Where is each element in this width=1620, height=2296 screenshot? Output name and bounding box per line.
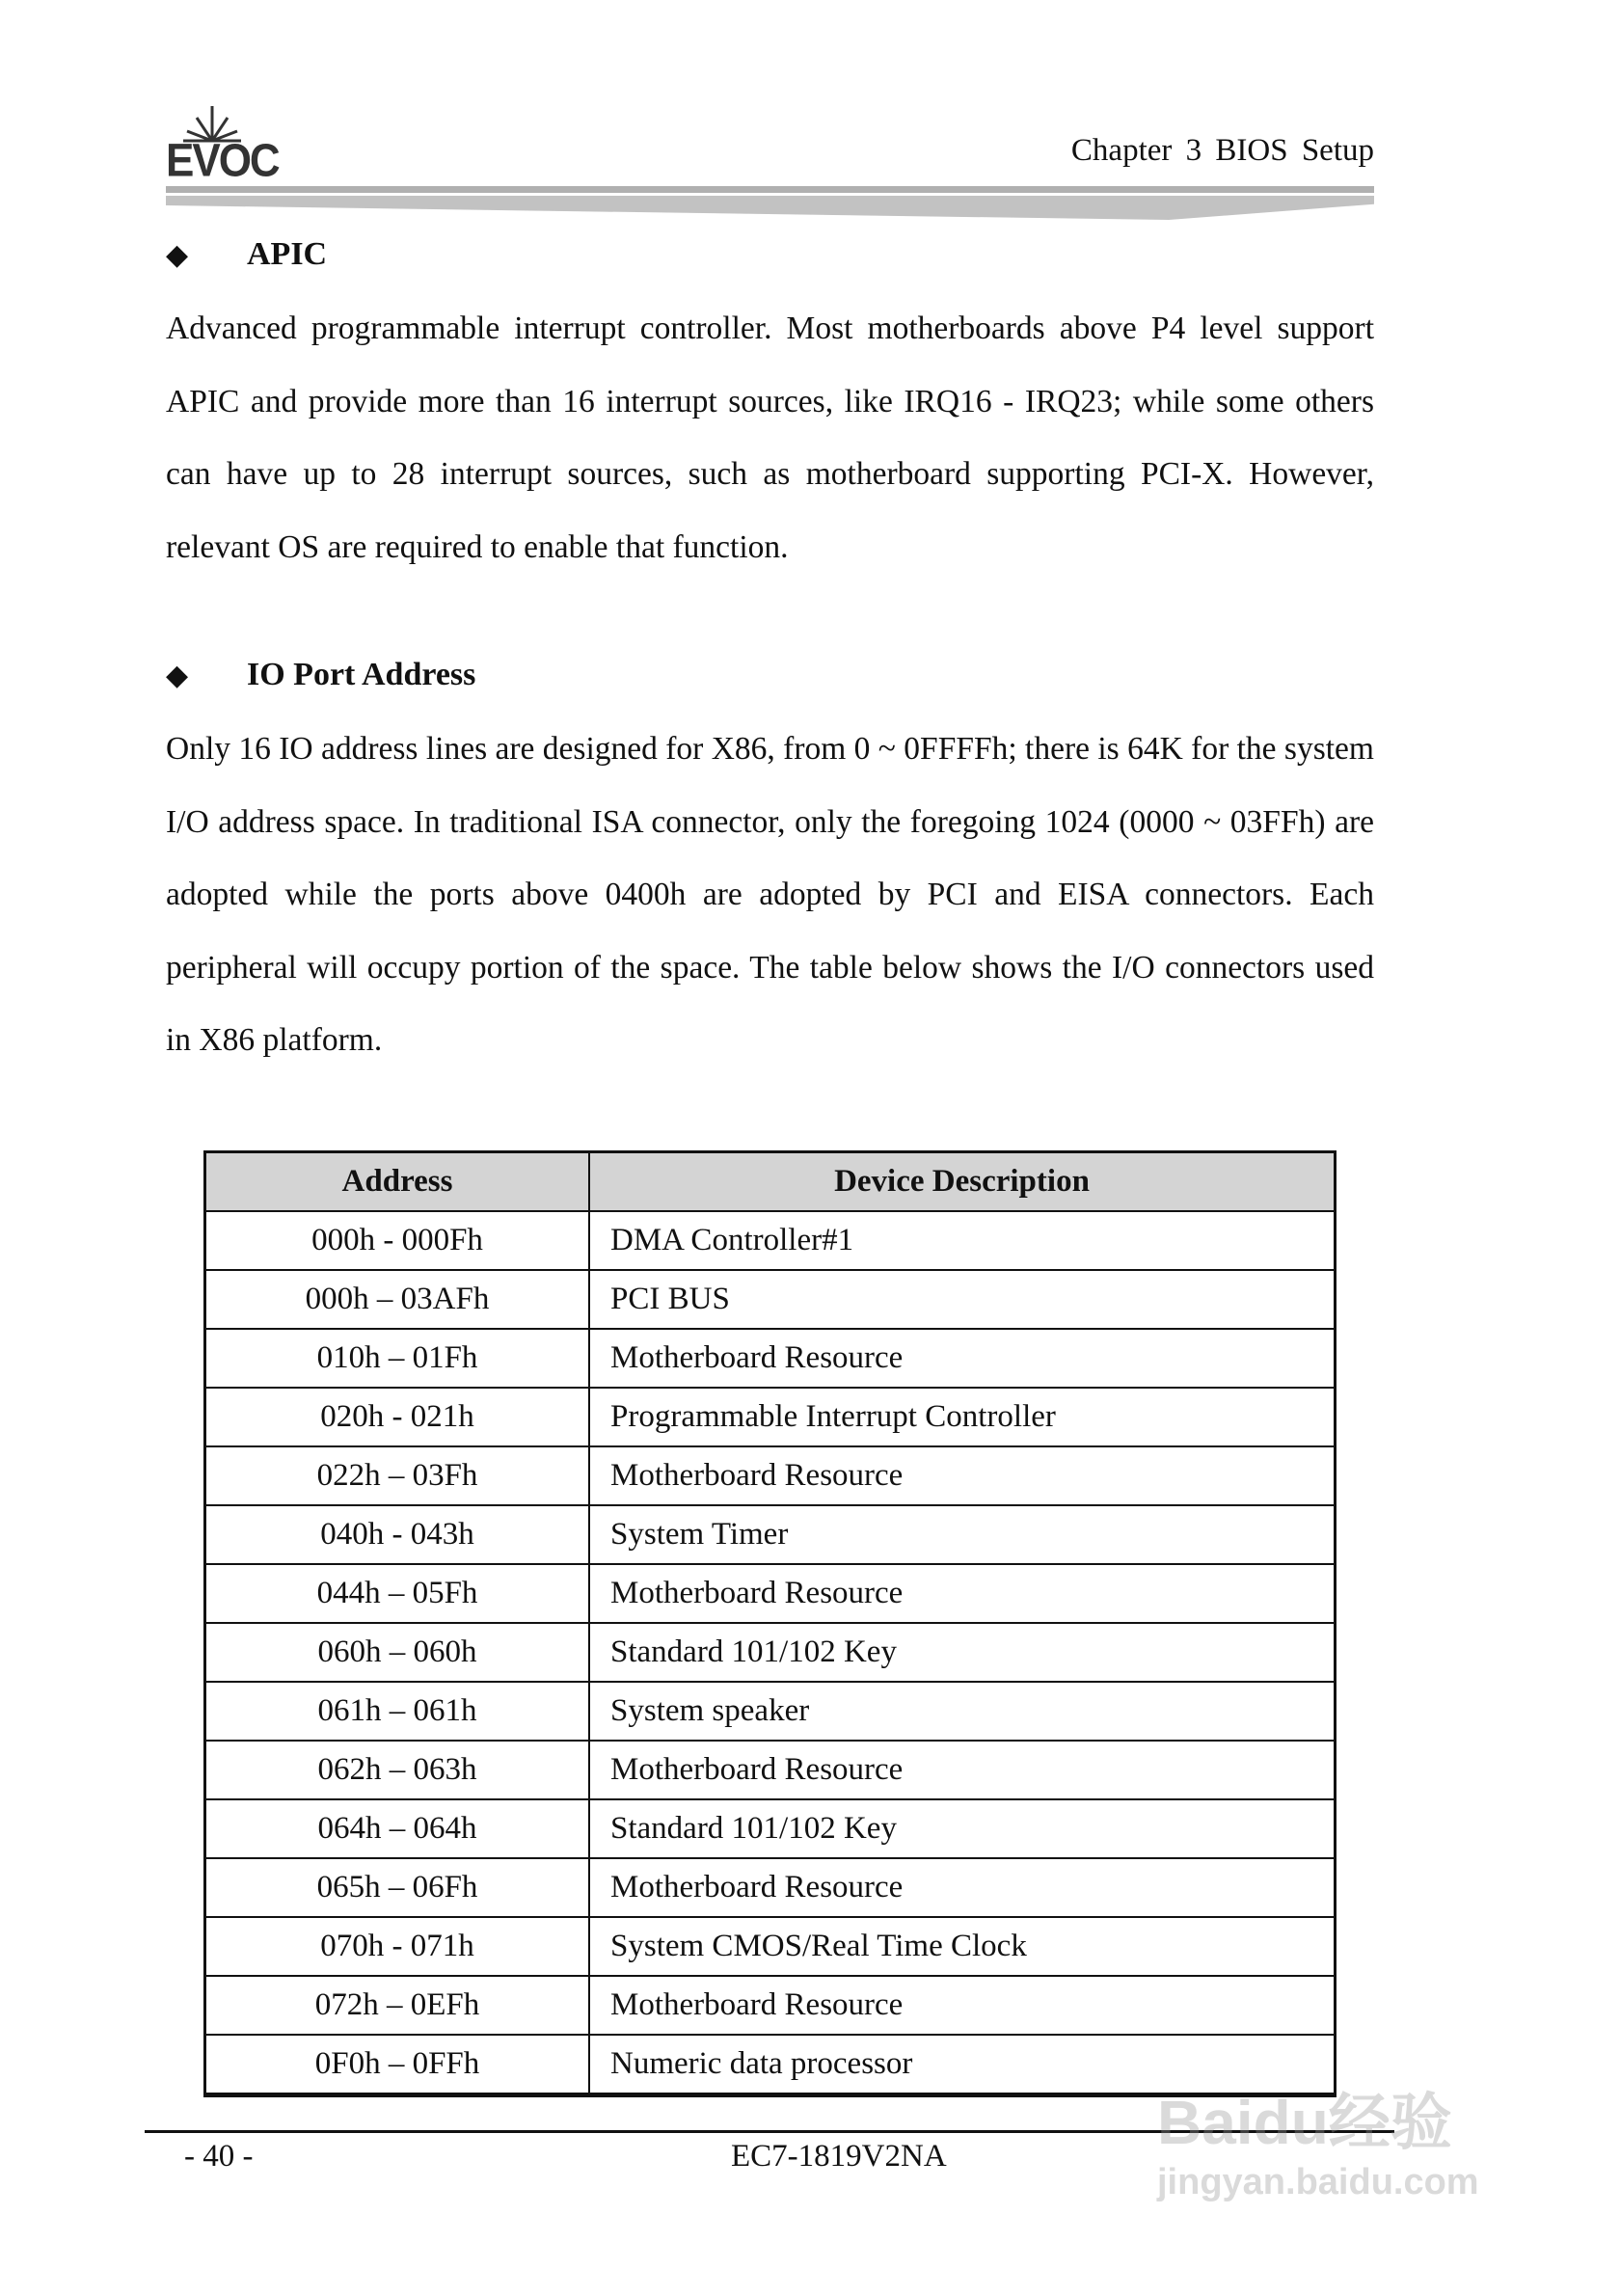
header-rule: [166, 186, 1374, 193]
address-cell: 072h – 0EFh: [205, 1976, 590, 2035]
device-description-cell: System CMOS/Real Time Clock: [589, 1917, 1336, 1976]
table-row: [205, 1682, 1336, 1741]
column-header: Device Description: [589, 1152, 1336, 1212]
device-description-cell: Motherboard Resource: [589, 1858, 1336, 1917]
device-description-cell: DMA Controller#1: [589, 1211, 1336, 1270]
address-cell: 060h – 060h: [205, 1623, 590, 1682]
address-cell: 020h - 021h: [205, 1388, 590, 1446]
io-port-table: [203, 1150, 1336, 2097]
table-row: [205, 1917, 1336, 1976]
device-description-cell: Motherboard Resource: [589, 1446, 1336, 1505]
address-cell: 044h – 05Fh: [205, 1564, 590, 1623]
address-cell: 000h – 03AFh: [205, 1270, 590, 1329]
column-header: Address: [205, 1152, 590, 1212]
device-description-cell: Motherboard Resource: [589, 1329, 1336, 1388]
address-cell: 065h – 06Fh: [205, 1858, 590, 1917]
table-row: [205, 1270, 1336, 1329]
device-description-cell: System speaker: [589, 1682, 1336, 1741]
table-row: [205, 1329, 1336, 1388]
device-description-cell: Motherboard Resource: [589, 1741, 1336, 1799]
device-description-cell: Motherboard Resource: [589, 1976, 1336, 2035]
section-paragraph: Advanced programmable interrupt controller. Most motherboards above P4 level support APIC and provide more than 16 interrupt sources, like IRQ16 - IRQ23; while some others can have up to 28 interrupt sources, such as motherboard supporting PCI-X. However, relevant OS are required to enable that function.: [166, 311, 1374, 565]
table-row: [205, 1741, 1336, 1799]
model-number: EC7-1819V2NA: [731, 2139, 947, 2174]
diamond-bullet-icon: ◆: [166, 239, 189, 271]
table-row: [205, 1505, 1336, 1564]
address-cell: 0F0h – 0FFh: [205, 2035, 590, 2095]
device-description-cell: Standard 101/102 Key: [589, 1799, 1336, 1858]
address-cell: 010h – 01Fh: [205, 1329, 590, 1388]
address-cell: 061h – 061h: [205, 1682, 590, 1741]
diamond-bullet-icon: ◆: [166, 660, 189, 691]
table-row: [205, 1446, 1336, 1505]
address-cell: 064h – 064h: [205, 1799, 590, 1858]
device-description-cell: Programmable Interrupt Controller: [589, 1388, 1336, 1446]
chapter-title: Chapter 3 BIOS Setup: [1070, 133, 1374, 168]
table-row: [205, 1799, 1336, 1858]
table-row: [205, 1564, 1336, 1623]
section-heading: ◆ APIC: [166, 236, 328, 272]
evoc-logo: EVOC: [166, 104, 282, 185]
table-row: [205, 1623, 1336, 1682]
table-row: [205, 1976, 1336, 2035]
table-row: [205, 1388, 1336, 1446]
address-cell: 000h - 000Fh: [205, 1211, 590, 1270]
device-description-cell: Standard 101/102 Key: [589, 1623, 1336, 1682]
device-description-cell: Motherboard Resource: [589, 1564, 1336, 1623]
baidu-watermark: Baidu经验 jingyan.baidu.com: [1157, 2088, 1479, 2202]
device-description-cell: PCI BUS: [589, 1270, 1336, 1329]
address-cell: 070h - 071h: [205, 1917, 590, 1976]
table-row: [205, 1211, 1336, 1270]
address-cell: 040h - 043h: [205, 1505, 590, 1564]
table-row: [205, 1858, 1336, 1917]
section-paragraph: Only 16 IO address lines are designed for X86, from 0 ~ 0FFFFh; there is 64K for the system I/O address space. In traditional ISA connector, only the foregoing 1024 (0000 ~ 03FFh) are adopted while the ports above 0400h are adopted by PCI and EISA connectors. Each peripheral will occupy portion of the space. The table below shows the I/O connectors used in X86 platform.: [166, 731, 1374, 1058]
device-description-cell: System Timer: [589, 1505, 1336, 1564]
page-number: - 40 -: [184, 2139, 254, 2174]
header-swoosh: [166, 196, 1374, 220]
section-heading: ◆ IO Port Address: [166, 657, 476, 692]
address-cell: 062h – 063h: [205, 1741, 590, 1799]
address-cell: 022h – 03Fh: [205, 1446, 590, 1505]
device-description-cell: Numeric data processor: [589, 2035, 1336, 2095]
